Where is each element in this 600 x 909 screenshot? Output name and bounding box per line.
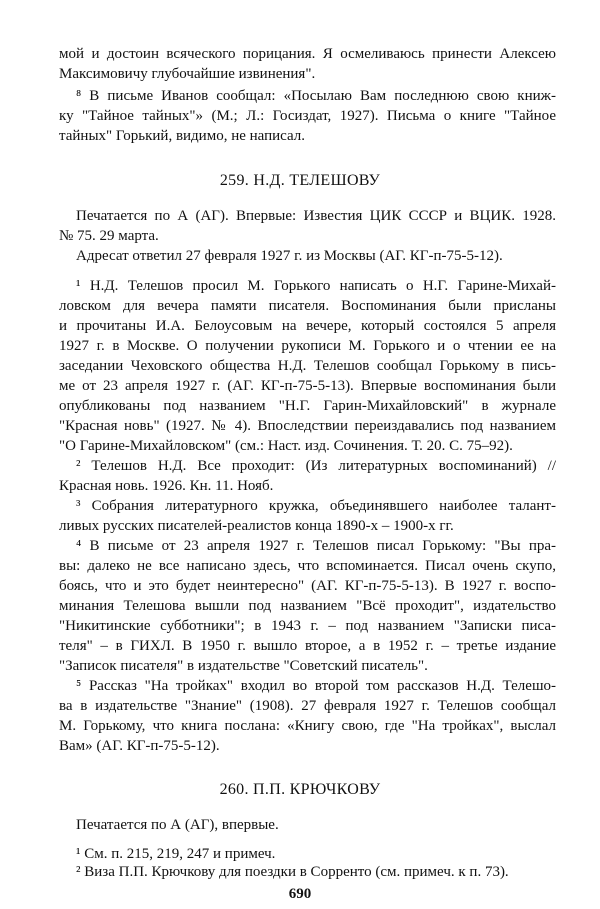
text-line: ловском для вечера памяти писателя. Воспоминания были присланы [59, 298, 556, 314]
text-line: тайных" Горький, видимо, не написал. [59, 128, 306, 144]
text-line: минания Телешова вышли под названием "Всё проходит", издательство [59, 598, 556, 614]
text-line: мой и достоин всяческого порицания. Я осмеливаюсь принести Алексею [59, 46, 556, 62]
footnote-line: ² Виза П.П. Крючкову для поездки в Сорренто (см. примеч. к п. 73). [76, 864, 509, 880]
footnote-line: ² Телешов Н.Д. Все проходит: (Из литературных воспоминаний) // [76, 458, 556, 474]
text-line: 1927 г. в Москве. О получении рукописи М. Горького и о чтении ее на [59, 338, 556, 354]
text-line: опубликованы под названием "Н.Г. Гарин-Михайловский" в журнале [59, 398, 556, 414]
text-line: Максимовичу глубочайшие извинения". [59, 66, 316, 82]
footnote-line: ⁸ В письме Иванов сообщал: «Посылаю Вам последнюю свою книж- [76, 88, 556, 104]
text-line: ку "Тайное тайных"» (М.; Л.: Госиздат, 1927). Письма о книге "Тайное [59, 108, 556, 124]
page-number: 690 [288, 886, 312, 902]
text-line: заседании Чеховского общества Н.Д. Телешов сообщал Горькому в пись- [59, 358, 556, 374]
text-line: "Красная новь" (1927. № 4). Впоследствии переиздавались под названием [59, 418, 556, 434]
section-heading: 260. П.П. КРЮЧКОВУ [219, 781, 381, 798]
text-line: Печатается по А (АГ), впервые. [76, 817, 279, 833]
footnote-line: ⁵ Рассказ "На тройках" входил во второй том рассказов Н.Д. Телешо- [76, 678, 556, 694]
text-line: Вам» (АГ. КГ-п-75-5-12). [59, 738, 220, 754]
text-line: "О Гарине-Михайловском" (см.: Наст. изд. Сочинения. Т. 20. С. 75–92). [59, 438, 513, 454]
text-line: Адресат ответил 27 февраля 1927 г. из Москвы (АГ. КГ-п-75-5-12). [76, 248, 503, 264]
footnote-line: ¹ Н.Д. Телешов просил М. Горького написать о Н.Г. Гарине-Михай- [76, 278, 556, 294]
text-line: ме от 23 апреля 1927 г. (АГ. КГ-п-75-5-13). Впервые воспоминания были [59, 378, 556, 394]
text-line: теля" – в ГИХЛ. В 1950 г. вышло второе, а в 1952 г. – третье издание [59, 638, 556, 654]
footnote-line: ¹ См. п. 215, 219, 247 и примеч. [76, 846, 276, 862]
text-line: № 75. 29 марта. [59, 228, 159, 244]
text-line: Красная новь. 1926. Кн. 11. Нояб. [59, 478, 274, 494]
footnote-line: ⁴ В письме от 23 апреля 1927 г. Телешов писал Горькому: "Вы пра- [76, 538, 556, 554]
text-line: вы: далеко не все написано здесь, что вспоминается. Писал очень скупо, [59, 558, 556, 574]
footnote-line: ³ Собрания литературного кружка, объединявшего наиболее талант- [76, 498, 556, 514]
section-heading: 259. Н.Д. ТЕЛЕШОВУ [219, 172, 381, 189]
text-line: "Никитинские субботники"; в 1943 г. – под названием "Записки писа- [59, 618, 556, 634]
text-line: М. Горькому, что книга послана: «Книгу свою, где "На тройках", выслал [59, 718, 556, 734]
text-line: ва в издательстве "Знание" (1908). 27 февраля 1927 г. Телешов сообщал [59, 698, 556, 714]
text-line: ливых русских писателей-реалистов конца 1890-х – 1900-х гг. [59, 518, 454, 534]
text-line: боясь, что и это будет неинтересно" (АГ. КГ-п-75-5-13). В 1927 г. воспо- [59, 578, 556, 594]
text-line: и прочитаны И.А. Белоусовым на вечере, который состоялся 5 апреля [59, 318, 556, 334]
text-line: "Записок писателя" в издательстве "Советский писатель". [59, 658, 428, 674]
text-line: Печатается по А (АГ). Впервые: Известия ЦИК СССР и ВЦИК. 1928. [76, 208, 556, 224]
